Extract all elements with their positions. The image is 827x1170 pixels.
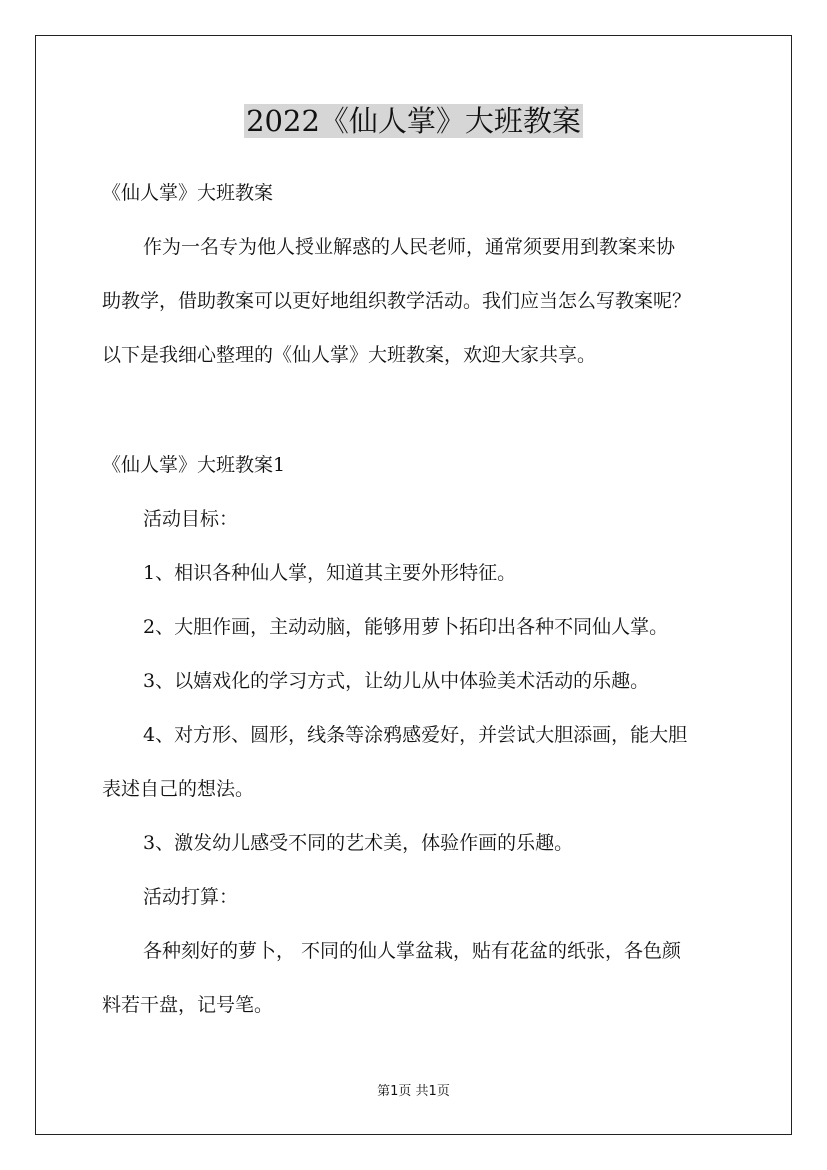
paragraph-line: 料若干盘，记号笔。 bbox=[102, 994, 274, 1016]
document-title bbox=[0, 99, 827, 143]
paragraph-line: 各种刻好的萝卜， 不同的仙人掌盆栽，贴有花盆的纸张，各色颜 bbox=[143, 940, 682, 962]
list-item: 2、大胆作画，主动动脑，能够用萝卜拓印出各种不同仙人掌。 bbox=[143, 616, 669, 638]
subheading-goals: 活动目标： bbox=[143, 508, 239, 530]
list-item: 4、对方形、圆形，线条等涂鸦感爱好，并尝试大胆添画，能大胆 bbox=[143, 724, 688, 746]
list-item-continuation: 表述自己的想法。 bbox=[102, 778, 255, 800]
paragraph-line: 助教学，借助教案可以更好地组织教学活动。我们应当怎么写教案呢？ bbox=[102, 290, 692, 312]
subheading-preparation: 活动打算： bbox=[143, 886, 239, 908]
page-footer: 第1页 共1页 bbox=[377, 1084, 450, 1099]
list-item: 3、以嬉戏化的学习方式，让幼儿从中体验美术活动的乐趣。 bbox=[143, 670, 650, 692]
paragraph-line: 作为一名专为他人授业解惑的人民老师，通常须要用到教案来协 bbox=[143, 236, 676, 258]
list-item: 1、相识各种仙人掌，知道其主要外形特征。 bbox=[143, 562, 517, 584]
section-heading: 《仙人掌》大班教案 bbox=[102, 182, 274, 204]
paragraph-line: 以下是我细心整理的《仙人掌》大班教案，欢迎大家共享。 bbox=[102, 344, 597, 366]
section-heading: 《仙人掌》大班教案1 bbox=[102, 454, 286, 476]
list-item: 3、激发幼儿感受不同的艺术美，体验作画的乐趣。 bbox=[143, 832, 574, 854]
document-title-text: 2022《仙人掌》大班教案 bbox=[246, 104, 581, 138]
